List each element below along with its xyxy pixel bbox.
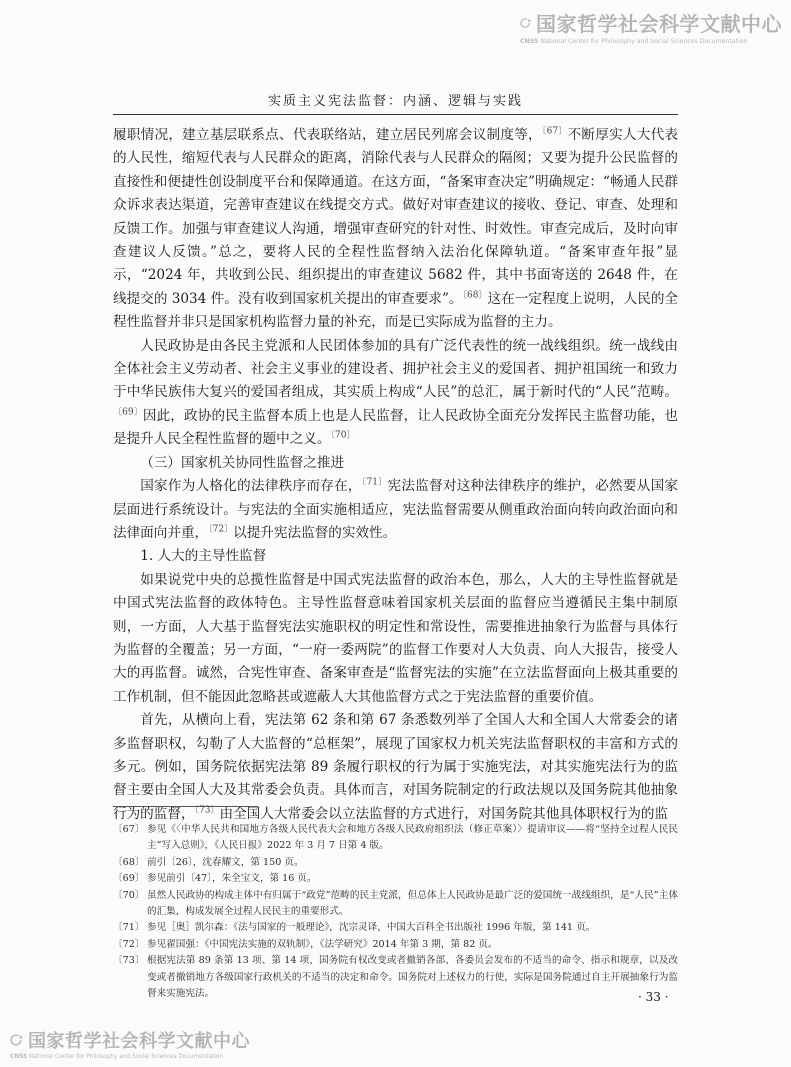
cnss-logo-icon bbox=[520, 11, 532, 35]
watermark-subtitle: National Center for Philosophy and Social Sciences Documentation bbox=[29, 1054, 224, 1060]
text-run: 如果说党中央的总揽性监督是中国式宪法监督的政治本色，那么，人大的主导性监督就是中国式宪法监督的政体特色。主导性监督意味着国家机关层面的监督应当遵循民主集中制原则，一方面，人大基于监督宪法实施职权的明定性和常设性，需要推进抽象行为监督与具体行为监督的全覆盖；另一方面，“一府一委两院”的监督工作要对人大负责、向人大报告，接受人大的再监督。诚然，合宪性审查、备案审查是“监督宪法的实施”在立法监督面向上极其重要的工作机制，但不能因此忽略甚或遮蔽人大其他监督方式之于宪法监督的重要价值。 bbox=[113, 571, 678, 705]
subsection-heading: 1. 人大的主导性监督 bbox=[140, 548, 267, 565]
watermark-subtitle: National Center for Philosophy and Social Sciences Documentation bbox=[540, 38, 748, 45]
footnote-item bbox=[113, 822, 678, 855]
footnote-ref: 〔71〕 bbox=[361, 477, 388, 488]
text-run: 履职情况，建立基层联系点、代表联络站，建立居民列席会议制度等， bbox=[113, 127, 542, 143]
footnote-number: 〔70〕 bbox=[113, 889, 145, 901]
footnote-number: 〔69〕 bbox=[113, 873, 145, 885]
text-run: 由全国人大常委会以立法监督的方式进行，对国务院其他具体职权行为的监 bbox=[219, 805, 669, 822]
watermark-abbr: CNSS bbox=[10, 1054, 28, 1060]
footnote-number: 〔71〕 bbox=[113, 922, 145, 934]
footnote-item bbox=[113, 888, 678, 921]
paragraph-5 bbox=[113, 709, 678, 826]
footnote-ref: 〔72〕 bbox=[208, 524, 234, 535]
footnote-ref: 〔69〕 bbox=[113, 407, 143, 418]
watermark-abbr: CNSS bbox=[520, 38, 539, 45]
watermark-bottom bbox=[10, 1027, 250, 1060]
paragraph-2 bbox=[113, 335, 678, 452]
footnote-text: 参见翟国强：《中国宪法实施的双轨制》，《法学研究》2014 年第 3 期，第 82 页。 bbox=[147, 938, 498, 950]
header-rule bbox=[113, 114, 678, 115]
main-text bbox=[113, 124, 678, 826]
footnote-item bbox=[113, 871, 678, 887]
footnote-number: 〔73〕 bbox=[113, 955, 145, 967]
footnote-ref: 〔67〕 bbox=[541, 126, 568, 137]
paragraph-1 bbox=[113, 124, 678, 335]
text-run: 以提升宪法监督的实效性。 bbox=[233, 524, 397, 541]
footnote-number: 〔67〕 bbox=[113, 824, 145, 835]
text-run: 人民政协是由各民主党派和人民团体参加的具有广泛代表性的统一战线组织。统一战线由全体社会主义劳动者、社会主义事业的建设者、拥护社会主义的爱国者、拥护祖国统一和致力于中华民族伟大复兴的爱国者组成，其实质上构成“人民”的总汇，属于新时代的“人民”范畴。 bbox=[113, 337, 678, 401]
paragraph-3 bbox=[113, 475, 678, 545]
text-run: 这在一定程度上说明，人民的全程性监督并非只是国家机构监督力量的补充，而是已实际成为监督的主力。 bbox=[113, 290, 679, 331]
footnote-item bbox=[113, 937, 678, 953]
text-run: 国家作为人格化的法律秩序而存在， bbox=[140, 478, 362, 495]
footnote-ref: 〔68〕 bbox=[462, 290, 488, 301]
cnss-logo-icon bbox=[10, 1028, 24, 1052]
footnote-text: 参见［奥］凯尔森：《法与国家的一般理论》，沈宗灵译，中国大百科全书出版社 1996 年版，第 141 页。 bbox=[147, 922, 596, 934]
footnote-text: 参见《〈中华人民共和国地方各级人民代表大会和地方各级人民政府组织法（修正草案）〉提请审议——将“坚持全过程人民民主”写入总则》，《人民日报》2022 年 3 月 7 日第 4 版。 bbox=[147, 824, 678, 852]
running-header: 实质主义宪法监督：内涵、逻辑与实践 bbox=[267, 94, 523, 109]
watermark-title: 国家哲学社会科学文献中心 bbox=[536, 12, 782, 36]
watermark-top bbox=[520, 8, 782, 45]
footnote-text: 根据宪法第 89 条第 13 项、第 14 项，国务院有权改变或者撤销各部、各委员会发布的不适当的命令、指示和规章，以及改变或者撤销地方各级国家行政机关的不适当的决定和命令。国务院对上述权力的行使，实际是国务院通过自主开展抽象行为监督来实施宪法。 bbox=[147, 955, 678, 1000]
text-run: 宪法监督对这种法律秩序的维护，必然要从国家层面进行系统设计。与宪法的全面实施相适应，宪法监督需要从侧重政治面向转向政治面向和法律面向并重， bbox=[113, 478, 679, 541]
text-run: 因此，政协的民主监督本质上也是人民监督，让人民政协全面充分发挥民主监督功能，也是提升人民全程性监督的题中之义。 bbox=[113, 407, 679, 448]
paragraph-4 bbox=[113, 569, 678, 709]
page-number: · 33 · bbox=[638, 990, 669, 1004]
text-run: 首先，从横向上看，宪法第 62 条和第 67 条悉数列举了全国人大和全国人大常委会的诸多监督职权，勾勒了人大监督的“总框架”，展现了国家权力机关宪法监督职权的丰富和方式的多元。例如，国务院依据宪法第 89 条履行职权的行为属于实施宪法，对其实施宪法行为的监督主要由全国人大及其常委会负责。具体而言，对国务院制定的行政法规以及国务院其他抽象行为的监督， bbox=[113, 712, 678, 822]
footnote-number: 〔68〕 bbox=[113, 856, 145, 868]
footnote-ref: 〔70〕 bbox=[330, 430, 356, 441]
watermark-title: 国家哲学社会科学文献中心 bbox=[28, 1031, 250, 1052]
footnote-number: 〔72〕 bbox=[113, 938, 145, 950]
footnote-item bbox=[113, 920, 678, 936]
footnote-text: 虽然人民政协的构成主体中有归属于“政党”范畴的民主党派，但总体上人民政协是最广泛的爱国统一战线组织，是“人民”主体的汇集，构成发展全过程人民民主的重要形式。 bbox=[147, 889, 678, 918]
footnote-text: 前引〔26〕，沈春耀文，第 150 页。 bbox=[147, 856, 304, 868]
footnote-item bbox=[113, 953, 678, 1002]
footnote-item bbox=[113, 855, 678, 871]
section-heading: （三）国家机关协同性监督之推进 bbox=[140, 454, 345, 471]
footnote-text: 参见前引〔47〕，朱全宝文，第 16 页。 bbox=[147, 873, 317, 885]
text-run: 不断厚实人大代表的人民性，缩短代表与人民群众的距离，消除代表与人民群众的隔阂；又要为提升公民监督的直接性和便捷性创设制度平台和保障通道。在这方面，“备案审查决定”明确规定：“畅通人民群众诉求表达渠道，完善审查建议在线提交方式。做好对审查建议的接收、登记、审查、处理和反馈工作。加强与审查建议人沟通，增强审查研究的针对性、时效性。审查完成后，及时向审查建议人反馈。”总之，要将人民的全程性监督纳入法治化保障轨道。“备案审查年报”显示，“2024 年，共收到公民、组织提出的审查建议 5682 件，其中书面寄送的 2648 件，在线提交的 3034 件。没有收到国家机关提出的审查要求”。 bbox=[113, 127, 679, 307]
footnote-ref: 〔73〕 bbox=[194, 805, 220, 816]
footnote-rule bbox=[113, 806, 258, 807]
footnotes bbox=[113, 822, 678, 1002]
